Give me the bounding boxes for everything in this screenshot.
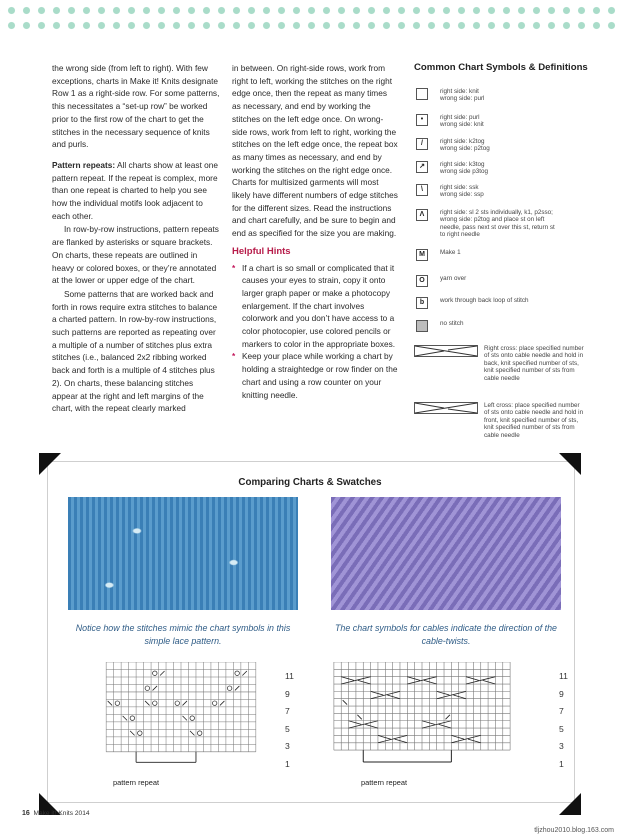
legend-item [414,209,555,239]
magazine-name: Make it! Knits 2014 [33,810,90,817]
photo-corner [559,793,581,815]
legend-definition: yarn over [440,275,467,282]
helpful-hints-title: Helpful Hints [232,245,291,257]
body-paragraph: In row-by-row instructions, pattern repeats are flanked by asterisks or square brackets. On charts, these repeats are outlined in heavy or colored boxes, or they’re annotated at the lower or upper edge of the chart. [52,224,219,286]
row-number: 1 [285,758,290,769]
chart-symbol-icon: • [416,114,428,126]
legend-item [414,402,583,439]
body-paragraph: Some patterns that are worked back and forth in rows require extra stitches to balance a charted pattern. In row-by-row instructions, such patterns are reported as repeating over a multiple of a number of stitches plus extra stitches (i.e., balanced 2x2 ribbing worked back and forth is a multiple of 4 stitches plus 2). On charts, these balancing stitches appear at the right and left margins of the chart, with the repeat clearly marked [52,288,218,414]
legend-definition: right side: knit wrong side: purl [440,88,485,103]
chart-symbol-icon: \ [416,184,428,196]
legend-definition: right side: k2tog wrong side: p2tog [440,138,490,153]
row-number: 11 [285,671,294,681]
page-number: 16 [22,810,30,817]
chart-symbol-icon: O [416,275,428,287]
legend-item [414,161,488,176]
legend-item [414,275,466,287]
chart-symbols-legend [414,62,594,439]
lace-caption: Notice how the stitches mimic the chart symbols in this simple lace pattern. [75,623,291,646]
legend-item [414,88,484,103]
row-number: 5 [559,723,564,734]
panel-title: Comparing Charts & Swatches [238,477,382,488]
chart-symbol-icon: ↗ [416,161,428,173]
legend-definition: right side: purl wrong side: knit [440,114,484,129]
row-number: 11 [559,671,568,681]
lace-chart-row-numbers [285,668,294,773]
cable-swatch-photo [331,497,561,610]
body-paragraph: the wrong side (from left to right). With few exceptions, charts in Make it! Knits designate Row 1 as a right-side row. For some patterns, this necessitates a “set-up row” be worked prior to the first row of the chart to get the stitches in the necessary sequence of knits and purls. [52,63,220,150]
hint-item: * Keep your place while working a chart by holding a straightedge or row finder on the chart and using a row counter on your knitting needle. [232,351,398,400]
legend-definition: Right cross: place specified number of sts onto cable needle and hold in back, knit specified number of sts, knit specified number of sts from cable needle [484,345,584,382]
right-cross-symbol-icon [414,345,478,357]
row-number: 7 [285,706,290,716]
row-number: 7 [559,706,564,716]
cable-caption: The chart symbols for cables indicate the direction of the cable-twists. [335,623,557,646]
lace-pattern-repeat-label: pattern repeat [113,778,160,787]
body-column-2 [232,62,398,401]
row-number: 1 [559,758,564,769]
chart-symbol-icon [416,320,428,332]
watermark-credit: tljzhou2010.blog.163.com [534,827,614,834]
legend-definition: work through back loop of stitch [440,297,529,304]
row-number: 9 [559,688,564,699]
chart-symbol-icon: Λ [416,209,428,221]
legend-item [414,138,490,153]
legend-item [414,184,484,199]
page-footer [22,810,90,817]
photo-corner [559,453,581,475]
legend-title: Common Chart Symbols & Definitions [414,62,588,73]
cable-chart-row-numbers [559,668,568,773]
legend-definition: no stitch [440,320,464,327]
body-paragraph: Pattern repeats: All charts show at least one pattern repeat. If the repeat is complex, more than one repeat is charted to help you see how the individual motifs look adjacent to each other. [52,159,219,221]
hint-item: * If a chart is so small or complicated that it causes your eyes to strain, copy it onto larger graph paper or make a photocopy enlargement. If the chart involves colorwork and you don’t have access to a color photocopier, use colored pencils or markers to color in the appropriate boxes. [232,262,396,349]
legend-item [414,320,463,332]
legend-definition: right side: k3tog wrong side p3tog [440,161,488,176]
photo-corner [39,453,61,475]
legend-item [414,345,584,382]
left-cross-symbol-icon [414,402,478,414]
asterisk-icon: * [232,351,236,362]
paragraph-lead: Pattern repeats: [52,159,116,170]
row-number: 3 [285,741,290,751]
legend-item [414,297,529,309]
chart-symbol-icon [416,88,428,100]
legend-item [414,249,461,261]
body-column-1 [52,62,220,416]
row-number: 3 [559,741,564,751]
cable-chart [333,662,511,764]
lace-chart [92,662,270,764]
row-number: 9 [285,688,290,699]
dotted-header-band [0,0,620,36]
legend-definition: Make 1 [440,249,461,256]
chart-symbol-icon: b [416,297,428,309]
body-paragraph: in between. On right-side rows, work from right to left, working the stitches on the right edge once, then the repeat as many times as necessary, and end by working the stitches on the left edge once. On wrong-side rows, work from left to right, working the stitches on the left edge once, the repeat box as many times as necessary, and end by working the stitches on the right edge once. Charts for multisized garments will most likely have different numbers of edge stitches for the different sizes. Read the instructions and chart carefully, and be sure to begin and end as specified for the size you are making. [232,63,398,239]
legend-definition: right side: ssk wrong side: ssp [440,184,484,199]
cable-pattern-repeat-label: pattern repeat [361,778,408,787]
legend-item [414,114,484,129]
asterisk-icon: * [232,262,236,273]
lace-swatch-photo [68,497,298,610]
chart-symbol-icon: M [416,249,428,261]
chart-symbol-icon: / [416,138,428,150]
legend-definition: right side: sl 2 sts individually, k1, p2sso; wrong side: p2tog and place st on left needle, pass next st over this st, return st to right needle [440,209,555,239]
row-number: 5 [285,723,290,734]
legend-definition: Left cross: place specified number of sts onto cable needle and hold in front, knit specified number of sts, knit specified number of sts from cable needle [484,402,584,439]
